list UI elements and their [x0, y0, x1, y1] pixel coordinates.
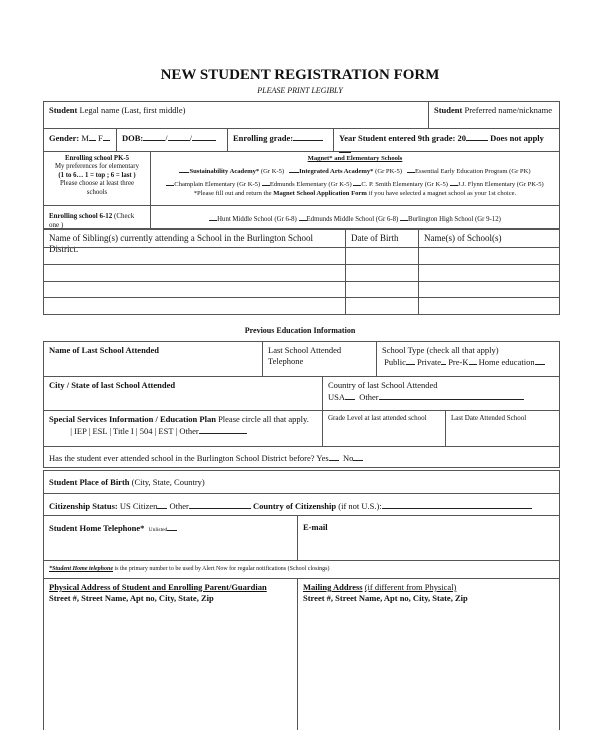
form-subtitle: PLEASE PRINT LEGIBLY [257, 86, 343, 95]
blank[interactable] [406, 356, 415, 365]
magnet-schools-options [150, 151, 560, 206]
label: (1 to 6… 1 = top ; 6 = last ) [58, 171, 136, 179]
label: Champlain Elementary (Gr K-5) [174, 180, 261, 188]
label: Country of Citizenship [253, 501, 337, 511]
label: Sustainability Academy* [189, 167, 260, 175]
choice-blank[interactable] [179, 164, 189, 173]
label: Edmunds Middle School (Gr 6-8) [306, 216, 399, 223]
previous-education-heading: Previous Education Information [244, 326, 356, 335]
dob-field[interactable]: DOB: / / [116, 128, 228, 152]
label: Enrolling school PK-5 [64, 155, 130, 162]
year-9th-grade-field[interactable] [333, 128, 560, 152]
label: (City, State, Country) [131, 477, 205, 487]
label: DOB: [122, 133, 144, 143]
blank[interactable] [168, 132, 190, 141]
last-school-telephone-field[interactable] [262, 341, 377, 377]
yes-blank[interactable] [329, 452, 339, 461]
home-telephone-field[interactable] [43, 515, 298, 561]
label: *Please fill out and return the [193, 189, 272, 197]
label: Other [359, 391, 379, 402]
label: Special Services Information / Education Plan [49, 414, 216, 424]
label: M [81, 133, 89, 143]
label: School Type (check all that apply) [382, 345, 499, 355]
label: Student Home Telephone* [49, 523, 145, 533]
pk5-preferences-label [43, 151, 151, 206]
label: Student [434, 105, 463, 115]
blank[interactable] [192, 132, 216, 141]
label: Other [169, 501, 189, 511]
label: Enrolling grade: [233, 133, 294, 143]
choice-blank[interactable] [299, 212, 307, 221]
school-type-field[interactable] [376, 341, 560, 377]
label: Public [384, 356, 406, 367]
place-of-birth-field[interactable] [43, 470, 560, 494]
email-field[interactable] [297, 515, 560, 561]
label: Grade Level at last attended school [328, 414, 427, 422]
unlisted-blank[interactable] [167, 522, 177, 531]
citizenship-field[interactable] [43, 493, 560, 516]
attended-bsd-field[interactable] [43, 446, 560, 468]
label: | IEP | ESL | Title I | 504 | EST | Other [70, 425, 199, 436]
label: Does not apply [490, 133, 544, 143]
mailing-address-field[interactable] [297, 578, 560, 730]
sibling-table-cell[interactable] [345, 297, 419, 315]
preferred-name-field[interactable] [428, 101, 560, 129]
label: Magnet School Application Form [273, 189, 367, 197]
choice-blank[interactable] [400, 212, 408, 221]
siblings-header-name: Name of Sibling(s) currently attending a School in the Burlington School District. [43, 229, 346, 248]
label: Private [416, 356, 442, 367]
sibling-table-cell[interactable] [43, 247, 346, 265]
choice-blank[interactable] [407, 164, 415, 173]
sibling-table-cell[interactable] [43, 281, 346, 298]
label: Mailing Address [303, 582, 363, 592]
label: (Gr PK-5) [375, 167, 403, 175]
label: Last Date Attended School [451, 414, 527, 422]
no-blank[interactable] [353, 452, 363, 461]
sibling-table-cell[interactable] [418, 281, 560, 298]
blank[interactable] [535, 356, 545, 365]
label: Burlington High School (Gr 9-12) [407, 216, 501, 223]
label: Has the student ever attended school in the Burlington School District before? Yes [49, 453, 329, 463]
label: Last School Attended Telephone [268, 345, 342, 366]
choice-blank[interactable] [209, 212, 217, 221]
sibling-table-cell[interactable] [43, 264, 346, 282]
label: Please choose at least three schools [60, 180, 134, 196]
siblings-header-dob: Date of Birth [345, 229, 419, 248]
label: (Gr K-5) [260, 167, 285, 175]
sibling-table-cell[interactable] [345, 247, 419, 265]
label: Citizenship Status: [49, 501, 118, 511]
label: Student [49, 105, 78, 115]
last-school-name-field[interactable] [43, 341, 263, 377]
label: F [98, 133, 103, 143]
label: Street #, Street Name, Apt no, City, State, Zip [49, 592, 214, 603]
telephone-note [43, 560, 560, 579]
label: Enrolling school 6-12 [49, 212, 113, 220]
blank[interactable] [441, 356, 446, 365]
blank[interactable] [379, 391, 524, 400]
label: E-mail [303, 522, 328, 532]
label: Integrated Arts Academy* [299, 167, 374, 175]
sibling-table-cell[interactable] [345, 264, 419, 282]
blank[interactable] [469, 356, 477, 365]
blank[interactable] [143, 132, 165, 141]
label: My preferences for elementary [55, 163, 139, 171]
label: US Citizen [119, 501, 158, 511]
sibling-table-cell[interactable] [43, 297, 346, 315]
label: Gender: [49, 133, 80, 143]
last-school-country-field[interactable] [322, 376, 560, 411]
label: C. P. Smith Elementary (Gr K-5) [361, 180, 448, 188]
label: Country of last School Attended [328, 380, 438, 390]
label: Hunt Middle School (Gr 6-8) [217, 216, 297, 223]
gender-field[interactable] [43, 128, 117, 152]
blank[interactable] [199, 425, 247, 434]
form-title: NEW STUDENT REGISTRATION FORM [160, 67, 440, 83]
label: (if not U.S.): [338, 501, 382, 511]
enrolling-6-12-label [43, 205, 151, 229]
siblings-header-school: Name(s) of School(s) [418, 229, 560, 248]
last-date-field[interactable] [445, 410, 560, 447]
label: Unlisted [148, 527, 168, 533]
blank[interactable] [103, 132, 110, 141]
blank[interactable] [89, 132, 96, 141]
label: *Student Home telephone [49, 566, 114, 572]
label: (Check one ) [49, 212, 135, 229]
blank[interactable] [189, 500, 251, 509]
label: (if different from Physical) [364, 582, 457, 592]
label: J.J. Flynn Elementary (Gr PK-5) [457, 180, 544, 188]
label: Pre-K [448, 356, 469, 367]
label: Year Student entered 9th grade: 20 [339, 133, 466, 143]
label: Physical Address of Student and Enrolling Parent/Guardian [49, 582, 267, 592]
label: is the primary number to be used by Alert Now for regular notifications (School closings) [114, 566, 330, 572]
label: Home education [478, 356, 535, 367]
sibling-table-cell[interactable] [418, 264, 560, 282]
blank[interactable] [382, 500, 532, 509]
sibling-table-cell[interactable] [418, 247, 560, 265]
label: No [343, 453, 354, 463]
label: City / State of last School Attended [49, 380, 176, 390]
label: Name of Last School Attended [49, 345, 160, 355]
secondary-school-options [150, 205, 560, 229]
label: Essential Early Education Program (Gr PK) [415, 167, 531, 175]
label: if you have selected a magnet school as your 1st choice. [368, 189, 517, 197]
section-heading: Magnet* and Elementary Schools [307, 155, 403, 162]
label: Street #, Street Name, Apt no, City, State, Zip [303, 592, 468, 603]
blank[interactable] [466, 132, 488, 141]
choice-blank[interactable] [450, 177, 458, 186]
physical-address-field[interactable] [43, 578, 298, 730]
label: Student Place of Birth [49, 477, 130, 487]
choice-blank[interactable] [262, 177, 270, 186]
sibling-table-cell[interactable] [345, 281, 419, 298]
blank[interactable] [293, 132, 323, 141]
label: Edmunds Elementary (Gr K-5) [269, 180, 352, 188]
blank[interactable] [345, 391, 355, 400]
blank[interactable] [157, 500, 167, 509]
label: Please circle all that apply. [218, 414, 309, 424]
sibling-table-cell[interactable] [418, 297, 560, 315]
grade-level-field[interactable] [322, 410, 446, 447]
label: Legal name (Last, first middle) [79, 105, 186, 115]
special-services-field[interactable] [43, 410, 323, 447]
choice-blank[interactable] [289, 164, 299, 173]
legal-name-field[interactable] [43, 101, 429, 129]
label: USA [328, 391, 346, 402]
label: Preferred name/nickname [464, 105, 553, 115]
enrolling-grade-field[interactable] [227, 128, 334, 152]
last-school-city-field[interactable] [43, 376, 323, 411]
